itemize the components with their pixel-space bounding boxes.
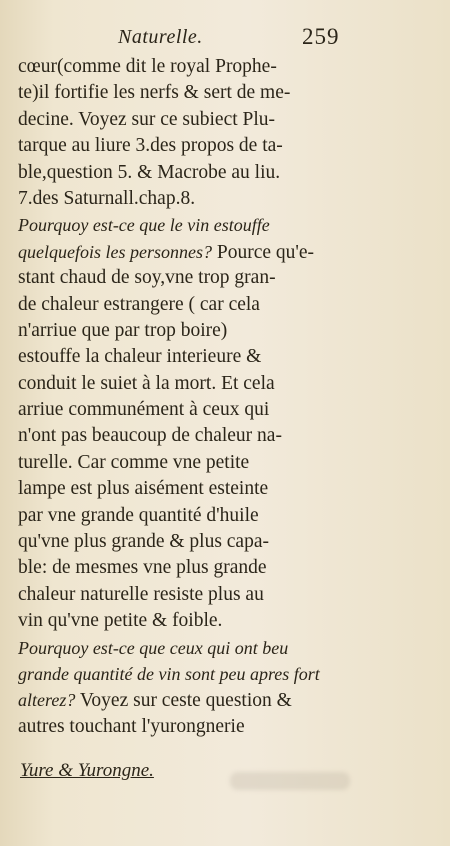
ink-smudge xyxy=(230,772,350,790)
text-part: Voyez sur ceste question & xyxy=(75,690,292,712)
catchline: Yure & Yurongne. xyxy=(20,760,154,781)
page-number: 259 xyxy=(302,24,340,49)
text-line: de chaleur estrangere ( car cela xyxy=(18,293,260,315)
running-head: Naturelle. xyxy=(118,26,203,48)
text-line: vin qu'vne petite & foible. xyxy=(18,610,223,632)
text-line: arriue communément à ceux qui xyxy=(18,399,270,421)
text-line-mixed xyxy=(18,687,438,713)
question-heading-line: Pourquoy est-ce que le vin estouffe xyxy=(18,215,270,236)
text-line: conduit le suiet à la mort. Et cela xyxy=(18,372,275,394)
question-heading-part: quelquefois les personnes? xyxy=(18,241,212,262)
question-heading-line: grande quantité de vin sont peu apres fort xyxy=(18,663,320,684)
text-line: qu'vne plus grande & plus capa- xyxy=(18,531,269,553)
text-line: ble: de mesmes vne plus grande xyxy=(18,557,267,579)
text-line: cœur(comme dit le royal Prophe- xyxy=(18,56,277,77)
text-line: estouffe la chaleur interieure & xyxy=(18,346,262,368)
text-part: Pource qu'e- xyxy=(211,241,315,263)
body-text xyxy=(18,54,438,740)
question-heading-part: alterez? xyxy=(18,690,76,711)
text-line: stant chaud de soy,vne trop gran- xyxy=(18,267,276,289)
text-line: chaleur naturelle resiste plus au xyxy=(18,583,264,605)
text-line: tarque au liure 3.des propos de ta- xyxy=(18,135,283,157)
text-line: 7.des Saturnall.chap.8. xyxy=(18,187,196,209)
text-line: ble,question 5. & Macrobe au liu. xyxy=(18,161,281,183)
text-line: turelle. Car comme vne petite xyxy=(18,451,250,473)
text-line: te)il fortifie les nerfs & sert de me- xyxy=(18,82,291,104)
page-header xyxy=(0,24,450,54)
text-line-mixed xyxy=(18,239,438,265)
text-line: n'ont pas beaucoup de chaleur na- xyxy=(18,425,282,447)
text-line: par vne grande quantité d'huile xyxy=(18,504,259,526)
text-line: decine. Voyez sur ce subiect Plu- xyxy=(18,108,276,130)
text-line: autres touchant l'yurongnerie xyxy=(18,715,245,737)
text-line: n'arriue que par trop boire) xyxy=(18,319,228,341)
question-heading-line: Pourquoy est-ce que ceux qui ont beu xyxy=(18,637,289,658)
text-line: lampe est plus aisément esteinte xyxy=(18,478,269,500)
